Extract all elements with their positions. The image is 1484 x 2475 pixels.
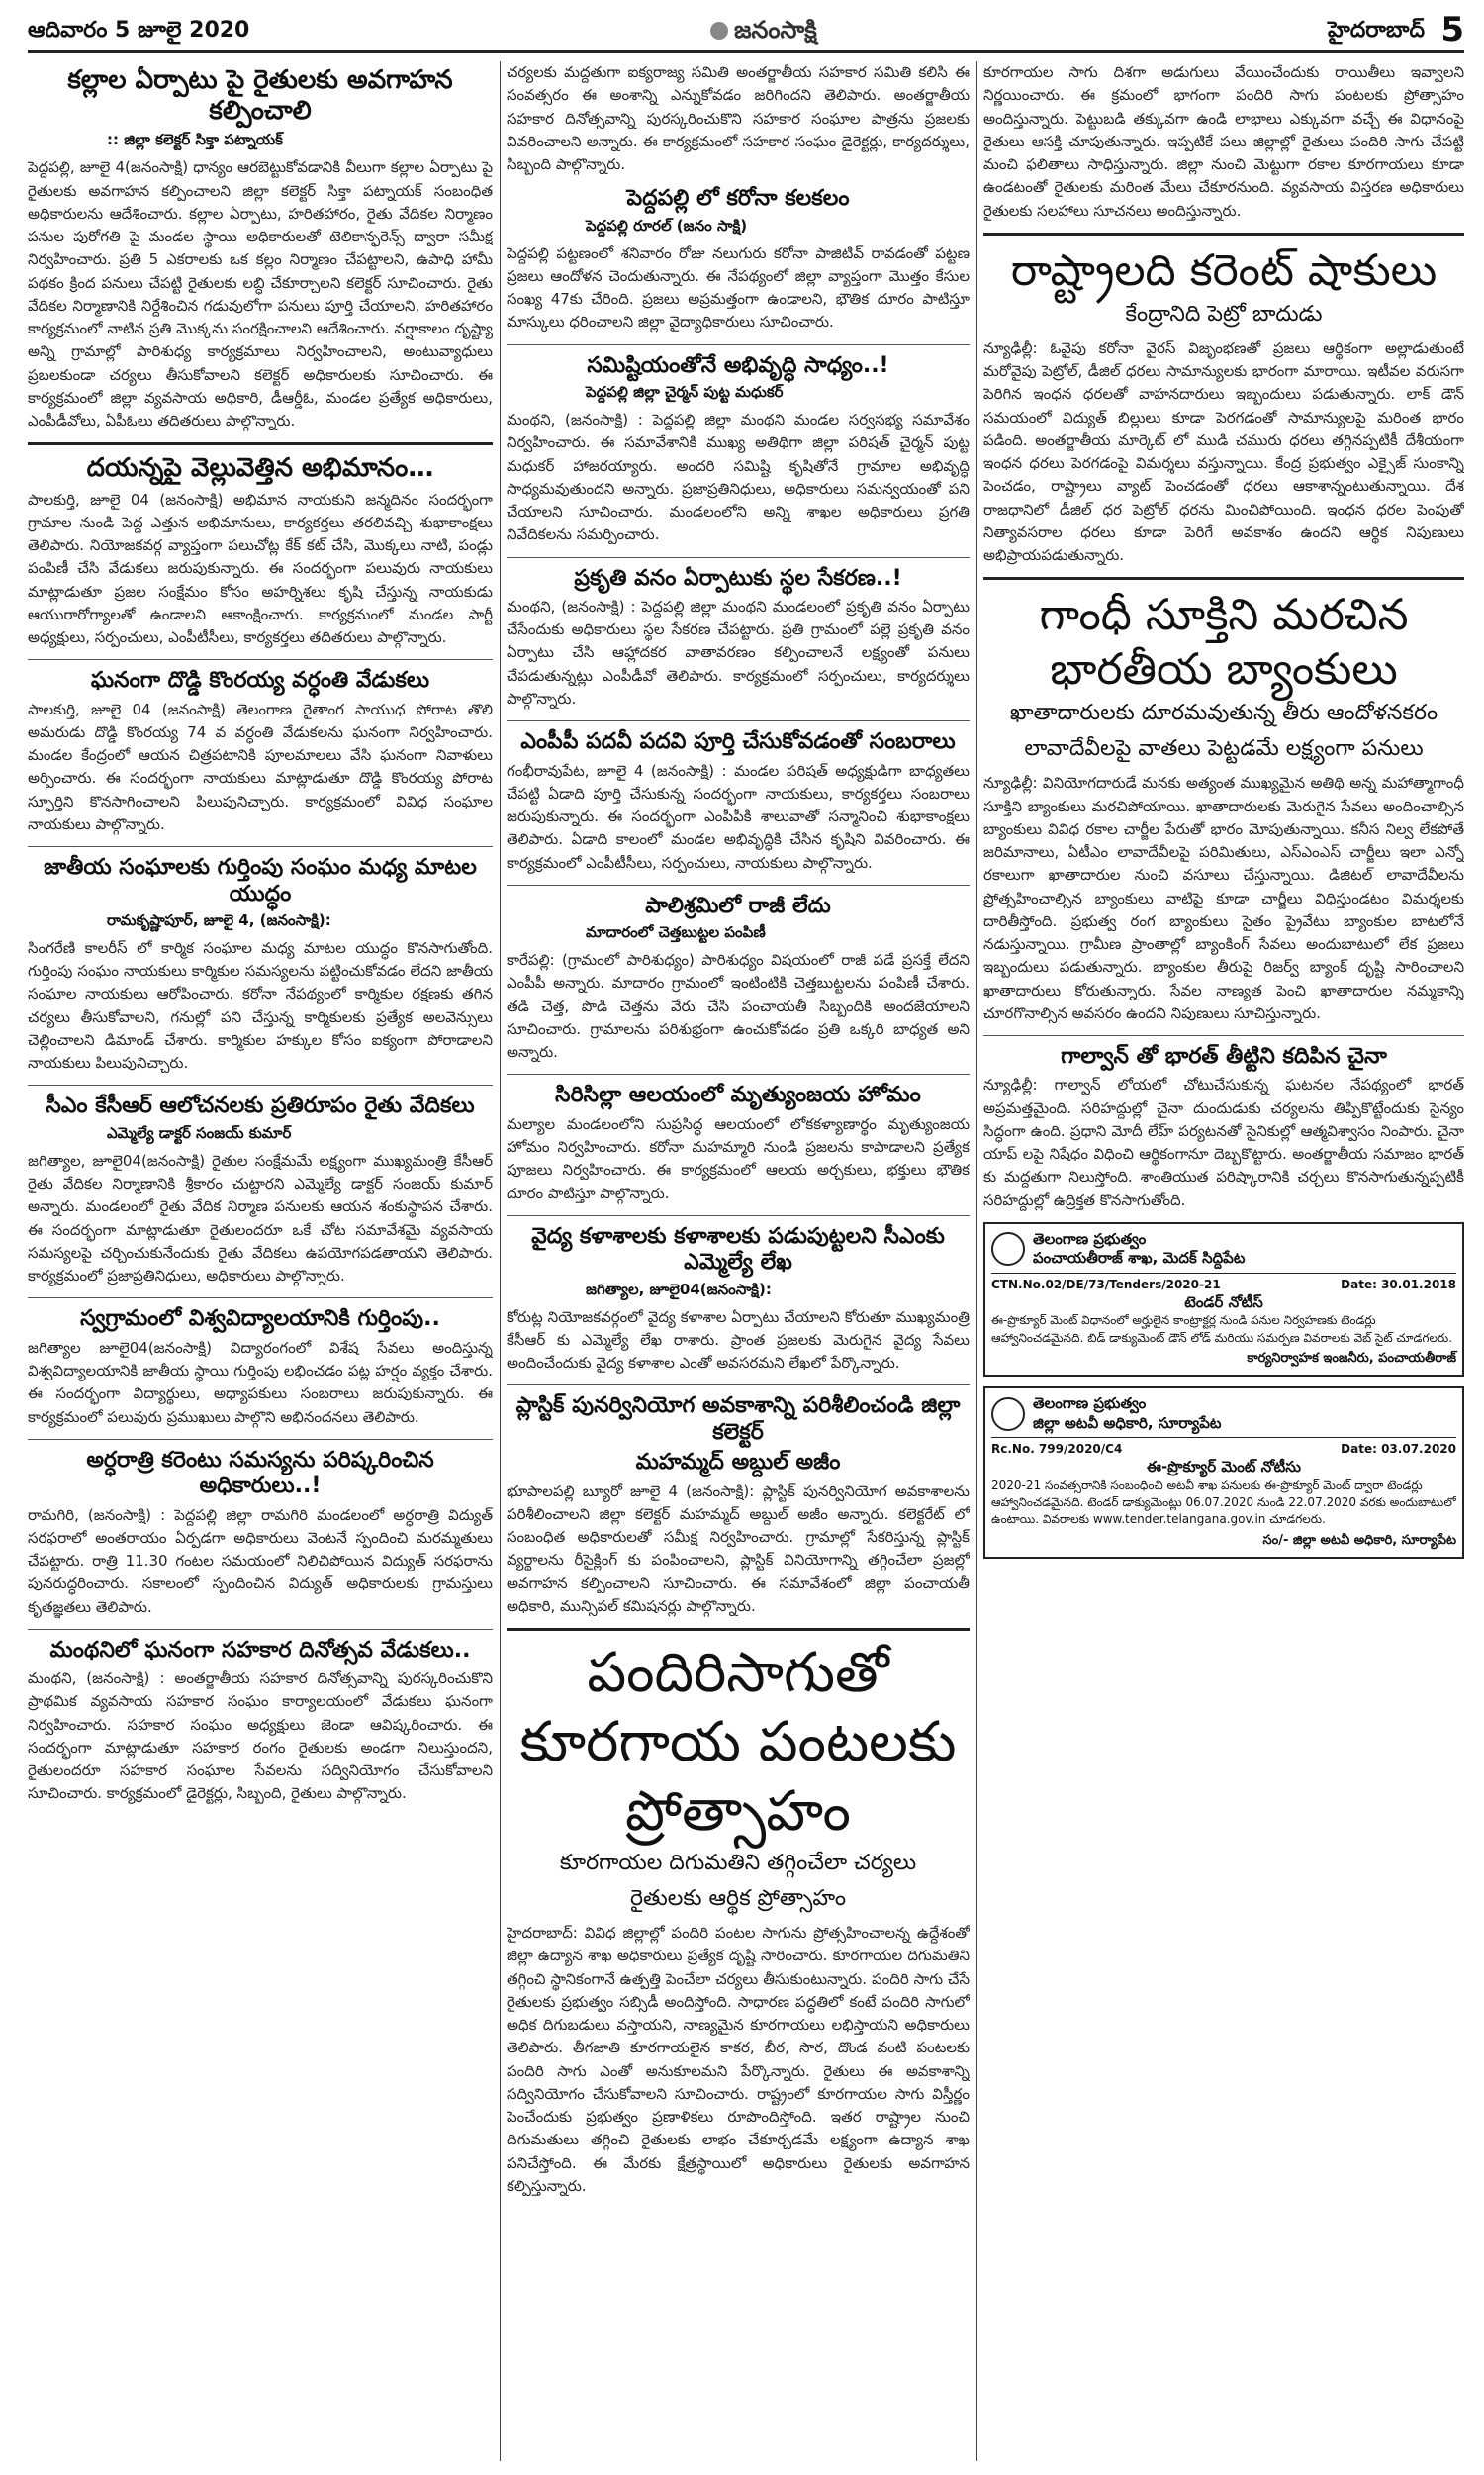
ad-signatory: సం/- జిల్లా అటవీ అధికారి, సూర్యాపేట (1262, 1532, 1456, 1548)
article (28, 1448, 493, 1619)
article-body: భూపాలపల్లి బ్యూరో జూలై 4 (జనంసాక్షి): ప్లాస్టిక్ పునర్వినియోగ అవకాశాలను పరిశీలించాలని జిల్లా కలెక్టర్ మహమ్మద్ అబ్దుల్ అజీం అన్నారు. కలెక్టరేట్ లో సంబంధిత అధికారులతో సమీక్ష నిర్వహించారు. గ్రామాల్లో సేకరిస్తున్న ప్లాస్టిక్ వ్యర్థాలను రీసైక్లింగ్ కు పంపించాలని, ప్లాస్టిక్ వినియోగాన్ని తగ్గించేలా ప్రజల్లో అవగాహన కల్పించాలని సూచించారు. ఈ సమావేశంలో జిల్లా పంచాయతీ అధికారి, మున్సిపల్ కమిషనర్లు పాల్గొన్నారు. (507, 1481, 970, 1615)
article-body: పాలకుర్తి, జూలై 04 (జనంసాక్షి) తెలంగాణ రైతాంగ సాయుధ పోరాట తొలి అమరుడు దొడ్డి కొంరయ్య 74 వ వర్ధంతి వేడుకలను ఘనంగా నిర్వహించారు. మండల కేంద్రంలో ఆయన చిత్రపటానికి పూలమాలలు వేసి ఘనంగా నివాళులు అర్పించారు. ఈ సందర్భంగా నాయకులు మాట్లాడుతూ దొడ్డి కొంరయ్య పోరాట స్ఫూర్తిని కొనసాగించాలని పిలుపునిచ్చారు. కార్యక్రమంలో వివిధ సంఘాల నాయకులు పాల్గొన్నారు. (28, 700, 493, 833)
ad-notice-title: ఈ-ప్రొక్యూర్ మెంట్ నోటీసు (1147, 1458, 1301, 1476)
masthead (28, 12, 1464, 53)
divider (507, 344, 970, 345)
edition-city: హైదరాబాద్ (1328, 18, 1425, 43)
article (983, 1044, 1464, 1212)
article (28, 65, 493, 432)
govt-advertisement (983, 1386, 1464, 1559)
divider (28, 846, 493, 847)
article (507, 353, 970, 547)
article (507, 1224, 970, 1376)
article (28, 1638, 493, 1806)
article-body: న్యూఢిల్లీ: గాల్వాన్ లోయలో చోటుచేసుకున్న ఘటనల నేపథ్యంలో భారత్ అప్రమత్తమైంది. సరిహద్దుల్లో చైనా దుందుడుకు చర్యలను తిప్పికొట్టేందుకు సైన్యం సిద్ధంగా ఉంది. ప్రధాని మోదీ లేహ్ పర్యటనతో సైనికుల్లో ఆత్మవిశ్వాసం నింపారు. చైనా యాప్ లపై నిషేధం విధించి ఆర్థికంగానూ దెబ్బకొట్టారు. అంతర్జాతీయ సమాజం భారత్ కు మద్దతుగా నిలుస్తోంది. శాంతియుత పరిష్కారానికి చర్చలు కొనసాగుతున్నప్పటికీ సరిహద్దుల్లో ఉద్రిక్తత కొనసాగుతోంది. (983, 1076, 1464, 1209)
divider (28, 1439, 493, 1440)
article (507, 729, 970, 875)
ad-header (991, 1230, 1456, 1274)
article (28, 1094, 493, 1287)
article-headline: గాల్వాన్ తో భారత్ తీట్టిని కదిపిన చైనా (1061, 1044, 1387, 1069)
article (28, 1306, 493, 1428)
article-headline: సీఎం కేసీఆర్ ఆలోచనలకు ప్రతిరూపం రైతు వేదికలు (46, 1094, 475, 1119)
column-middle (507, 61, 970, 2461)
ad-ref-row (991, 1278, 1456, 1291)
article (28, 855, 493, 1075)
divider (507, 1628, 970, 1631)
article-body: చర్యలకు మద్దతుగా ఐక్యరాజ్య సమితి అంతర్జాతీయ సహకార సమితి కలిసి ఈ సంవత్సరం ఈ అంశాన్ని ఎన్నుకోవడం జరిగిందని తెలిపారు. అంతర్జాతీయ సహకార దినోత్సవాన్ని పురస్కరించుకొని సహకార సంఘాల పాత్రను ప్రజలకు వివరించాలని అన్నారు. ఈ కార్యక్రమంలో సహకార సంఘం డైరెక్టర్లు, కార్యదర్శులు, సిబ్బంది పాల్గొన్నారు. (507, 63, 970, 173)
article-byline: రామకృష్ణాపూర్, జూలై 4, (జనంసాక్షి): (107, 910, 331, 929)
column-left (28, 61, 493, 2461)
article-subheadline: కేంద్రానిది పెట్రో బాదుడు (1125, 301, 1323, 327)
article-continued (507, 61, 970, 176)
divider (28, 1629, 493, 1630)
issue-date: ఆదివారం 5 జూలై 2020 (28, 18, 250, 43)
ad-date: Date: 30.01.2018 (1341, 1277, 1456, 1291)
article-headline: పాలిశ్రమిలో రాజీ లేదు (645, 893, 831, 918)
logo-text: జనంసాక్షి (734, 16, 817, 44)
article-body: మంథని, (జనంసాక్షి) : పెద్దపల్లి జిల్లా మంథని మండల సర్వసభ్య సమావేశం నిర్వహించారు. ఈ సమావేశానికి ముఖ్య అతిథిగా జిల్లా పరిషత్ చైర్మన్ పుట్ట మధుకర్ హాజరయ్యారు. అందరి సమిష్టి కృషితోనే గ్రామాల అభివృద్ధి సాధ్యమవుతుందని అన్నారు. ప్రజాప్రతినిధులు, అధికారులు సమన్వయంతో పని చేయాలని సూచించారు. మండలంలోని అన్ని శాఖల అధికారులు ప్రగతి నివేదికలను సమర్పించారు. (507, 411, 970, 544)
ad-header (991, 1394, 1456, 1438)
ad-department: జిల్లా అటవీ అధికారి, సూర్యాపేట (1033, 1413, 1222, 1432)
article-continued (983, 61, 1464, 223)
article-body: న్యూఢిల్లీ: వినియోగదారుడే మనకు అత్యంత ముఖ్యమైన అతిథి అన్న మహాత్మాగాంధీ సూక్తిని బ్యాంకులు మరచిపోయాయి. ఖాతాదారులకు మెరుగైన సేవలు అందించాల్సిన బ్యాంకులు వివిధ రకాల చార్జీల పేరుతో భారం మోపుతున్నాయి. కనీస నిల్వ లేకపోతే జరిమానాలు, ఏటీఎం లావాదేవీలపై పరిమితులు, ఎస్ఎంఎస్ చార్జీలు ఇలా ఎన్నో రకాలుగా ఖాతాదారుల నుంచి వసూలు చేస్తున్నాయి. డిజిటల్ లావాదేవీలను ప్రోత్సహించాల్సిన బ్యాంకులు వాటిపై కూడా చార్జీలు విధిస్తుండటం విమర్శలకు దారితీస్తోంది. ప్రభుత్వ రంగ బ్యాంకులు సైతం ప్రైవేటు బ్యాంకుల బాటలోనే నడుస్తున్నాయి. గ్రామీణ ప్రాంతాల్లో బ్యాంకింగ్ సేవలు అందుబాటులో లేక ప్రజలు ఇబ్బందులు పడుతున్నారు. బ్యాంకుల తీరుపై రిజర్వ్ బ్యాంక్ దృష్టి సారించాలని ఖాతాదారులు కోరుతున్నారు. సేవల నాణ్యత పెంచి ఖాతాదారుల నమ్మకాన్ని చూరగొనాల్సిన అవసరం ఉందని నిపుణులు సూచిస్తున్నారు. (983, 774, 1464, 1022)
article-body: జగిత్యాల, జూలై04(జనంసాక్షి) రైతుల సంక్షేమమే లక్ష్యంగా ముఖ్యమంత్రి కేసీఆర్ రైతు వేదికల నిర్మాణానికి శ్రీకారం చుట్టారని ఎమ్మెల్యే డాక్టర్ సంజయ్ కుమార్ అన్నారు. మండలంలో రైతు వేదిక నిర్మాణ పనులకు ఆయన శంకుస్థాపన చేశారు. ఈ సందర్భంగా మాట్లాడుతూ రైతులందరూ ఒకే చోట సమావేశమై వ్యవసాయ సమస్యలపై చర్చించుకునేందుకు రైతు వేదికలు ఉపయోగపడతాయని తెలిపారు. కార్యక్రమంలో ప్రజాప్రతినిధులు, అధికారులు పాల్గొన్నారు. (28, 1151, 493, 1285)
article-body: సింగరేణి కాలరీస్ లో కార్మిక సంఘాల మధ్య మాటల యుద్ధం కొనసాగుతోంది. గుర్తింపు సంఘం నాయకులు కార్మికుల సమస్యలను పట్టించుకోవడం లేదని జాతీయ సంఘాల నాయకులు ఆరోపించారు. కరోనా నేపథ్యంలో కార్మికుల రక్షణకు తగిన చర్యలు తీసుకోవాలని, గనుల్లో పని చేస్తున్న కార్మికులకు ప్రత్యేక అలవెన్సులు చెల్లించాలని డిమాండ్ చేశారు. కార్మికుల హక్కుల కోసం ఐక్యంగా పోరాడాలని నాయకులు పిలుపునిచ్చారు. (28, 938, 493, 1073)
article-headline: కల్లాల ఏర్పాటు పై రైతులకు అవగాహన కల్పించాలి (67, 65, 453, 127)
article-body: మంథని, (జనంసాక్షి) : అంతర్జాతీయ సహకార దినోత్సవాన్ని పురస్కరించుకొని ప్రాథమిక వ్యవసాయ సహకార సంఘం కార్యాలయంలో వేడుకలు ఘనంగా నిర్వహించారు. సహకార సంఘం అధ్యక్షులు జెండా ఆవిష్కరించారు. ఈ సందర్భంగా మాట్లాడుతూ సహకార రంగం రైతులకు అండగా నిలుస్తుందని, రైతులందరూ సహకార సంఘాల సేవలను సద్వినియోగం చేసుకోవాలని సూచించారు. కార్యక్రమంలో డైరెక్టర్లు, సిబ్బంది, రైతులు పాల్గొన్నారు. (28, 1669, 493, 1803)
article (507, 894, 970, 1065)
ad-reference: CTN.No.02/DE/73/Tenders/2020-21 (991, 1277, 1221, 1291)
divider (507, 885, 970, 886)
article-subheadline: కూరగాయల దిగుమతిని తగ్గించేలా చర్యలు (559, 1851, 917, 1876)
article (28, 668, 493, 836)
article-headline: జాతీయ సంఘాలకు గుర్తింపు సంఘం మధ్య మాటల యుద్ధం (44, 855, 477, 906)
column-divider (500, 61, 501, 2461)
ad-govt-name: తెలంగాణ ప్రభుత్వం (1033, 1394, 1147, 1413)
article-headline: ఘనంగా దొడ్డి కొంరయ్య వర్ధంతి వేడుకలు (90, 668, 430, 694)
article-body: కారేపల్లి: (గ్రామంలో పారిశుధ్యం) పారిశుధ్యం విషయంలో రాజీ పడే ప్రసక్తే లేదని ఎంపీపీ అన్నారు. మాదారం గ్రామంలో ఇంటింటికి చెత్తబుట్టలను పంపిణీ చేశారు. తడి చెత్త, పొడి చెత్తను వేరు చేసి పంచాయతీ సిబ్బందికి అందజేయాలని సూచించారు. గ్రామాలను పరిశుభ్రంగా ఉంచుకోవడం ప్రతి ఒక్కరి బాధ్యత అని అన్నారు. (507, 951, 970, 1062)
article-headline: వైద్య కళాశాలకు కళాశాలకు పడుపుట్టలని సీఎంకు ఎమ్మెల్యే లేఖ (531, 1223, 945, 1276)
divider (28, 1297, 493, 1298)
divider (507, 1074, 970, 1075)
lead-article (983, 243, 1464, 568)
ad-body: 2020-21 సంవత్సరానికి సంబంధించి అటవీ శాఖ పనులకు ఈ-ప్రొక్యూర్ మెంట్ ద్వారా టెండర్లు ఆహ్వానించడమైనది. టెండర్ డాక్యుమెంట్లు 06.07.2020 నుండి 22.07.2020 వరకు అందుబాటులో ఉంటాయి. వివరాలకు www.tender.telangana.gov.in చూడగలరు. (991, 1477, 1456, 1527)
article-byline: :: జిల్లా కలెక్టర్ సిక్తా పట్నాయక్ (107, 131, 283, 149)
ad-body: ఈ-ప్రొక్యూర్ మెంట్ విధానంలో అర్హులైన కాంట్రాక్టర్ల నుండి పనుల నిర్వహణకు టెండర్లు ఆహ్వానించడమైనది. బిడ్ డాక్యుమెంట్ డౌన్ లోడ్ మరియు సమర్పణ వివరాలకు వెబ్ సైట్ చూడగలరు. (991, 1313, 1453, 1345)
article (507, 1083, 970, 1204)
article (507, 566, 970, 712)
government-emblem-icon (991, 1397, 1025, 1431)
column-right (983, 61, 1464, 2461)
article-headline: అర్ధరాత్రి కరెంటు సమస్యను పరిష్కరించిన అధికారులు..! (86, 1447, 434, 1499)
article-body: కోరుట్ల నియోజకవర్గంలో వైద్య కళాశాల ఏర్పాటు చేయాలని కోరుతూ ముఖ్యమంత్రి కేసీఆర్ కు ఎమ్మెల్యే లేఖ రాశారు. ప్రాంత ప్రజలకు మెరుగైన వైద్య సేవలు అందించేందుకు వైద్య కళాశాల ఎంతో అవసరమని లేఖలో పేర్కొన్నారు. (507, 1307, 970, 1373)
divider (983, 1035, 1464, 1036)
article-body: హైదరాబాద్: వివిధ జిల్లాల్లో పందిరి పంటల సాగును ప్రోత్సహించాలన్న ఉద్దేశంతో జిల్లా ఉద్యాన శాఖ అధికారులు ప్రత్యేక దృష్టి సారించారు. కూరగాయల దిగుమతిని తగ్గించి స్థానికంగానే ఉత్పత్తి పెంచేలా చర్యలు తీసుకుంటున్నారు. పందిరి సాగు చేసే రైతులకు ప్రభుత్వం సబ్సిడీ అందిస్తోంది. సాధారణ పద్ధతిలో కంటే పందిరి సాగులో అధిక దిగుబడులు వస్తాయని, నాణ్యమైన కూరగాయలు లభిస్తాయని అధికారులు తెలిపారు. తీగజాతి కూరగాయలైన కాకర, బీర, సొర, దొండ వంటి పంటలకు పందిరి సాగు ఎంతో అనుకూలమని పేర్కొన్నారు. రైతులు ఈ అవకాశాన్ని సద్వినియోగం చేసుకోవాలని సూచించారు. రాష్ట్రంలో కూరగాయల సాగు విస్తీర్ణం పెంచేందుకు ప్రభుత్వం ప్రణాళికలు రూపొందిస్తోంది. ఇతర రాష్ట్రాల నుంచి దిగుమతులు తగ్గించి రైతులకు లాభం చేకూర్చడమే లక్ష్యంగా ఉద్యాన శాఖ పనిచేస్తోంది. ఈ మేరకు క్షేత్రస్థాయిలో అధికారులు రైతులకు అవగాహన కల్పిస్తున్నారు. (507, 1924, 970, 2195)
divider (507, 720, 970, 721)
article-body: జగిత్యాల జూలై04(జనంసాక్షి) విద్యారంగంలో విశేష సేవలు అందిస్తున్న విశ్వవిద్యాలయానికి జాతీయ స్థాయి గుర్తింపు లభించడం పట్ల హర్షం వ్యక్తం చేశారు. ఈ సందర్భంగా విద్యార్థులు, అధ్యాపకులు సంబరాలు జరుపుకున్నారు. ఈ కార్యక్రమంలో పలువురు ప్రముఖులు పాల్గొని అభినందనలు తెలిపారు. (28, 1338, 493, 1426)
article-body: గంభీరావుపేట, జూలై 4 (జనంసాక్షి) : మండల పరిషత్ అధ్యక్షుడిగా బాధ్యతలు చేపట్టి ఏడాది పూర్తి చేసుకున్న సందర్భంగా నాయకులు, కార్యకర్తలు సంబరాలు జరుపుకున్నారు. ఈ సందర్భంగా ఎంపీపీకి శాలువాతో సన్మానించి శుభాకాంక్షలు తెలిపారు. ఏడాది కాలంలో మండల అభివృద్ధికి చేసిన కృషిని వివరించారు. ఈ కార్యక్రమంలో ఎంపీటీసీలు, సర్పంచులు, నాయకులు పాల్గొన్నారు. (507, 761, 970, 872)
article-headline: సమిష్టియంతోనే అభివృద్ధి సాధ్యం..! (587, 352, 889, 378)
article-body: పెద్దపల్లి పట్టణంలో శనివారం రోజు నలుగురు కరోనా పాజిటివ్ రావడంతో పట్టణ ప్రజలు ఆందోళన చెందుతున్నారు. ఈ నేపథ్యంలో జిల్లా వ్యాప్తంగా మొత్తం కేసుల సంఖ్య 47కు చేరింది. ప్రజలు అప్రమత్తంగా ఉండాలని, భౌతిక దూరం పాటిస్తూ మాస్కులు ధరించాలని జిల్లా వైద్యాధికారులు సూచించారు. (507, 243, 970, 332)
article-headline: ప్రకృతి వనం ఏర్పాటుకు స్థల సేకరణ..! (574, 565, 902, 591)
ad-notice-title: టెండర్ నోటీస్ (1184, 1292, 1263, 1311)
ad-ref-row (991, 1442, 1456, 1456)
divider (507, 1215, 970, 1216)
article-body: రామగిరి, (జనంసాక్షి) : పెద్దపల్లి జిల్లా రామగిరి మండలంలో అర్ధరాత్రి విద్యుత్ సరఫరాలో అంతరాయం ఏర్పడగా అధికారులు వెంటనే స్పందించి మరమ్మతులు చేపట్టారు. రాత్రి 11.30 గంటల సమయంలో నిలిచిపోయిన విద్యుత్ సరఫరాను పునరుద్ధరించారు. సకాలంలో స్పందించిన విద్యుత్ అధికారులకు గ్రామస్తులు కృతజ్ఞతలు తెలిపారు. (28, 1505, 493, 1616)
article-headline: పెద్దపల్లి లో కరోనా కలకలం (626, 186, 850, 212)
article-body: మల్యాల మండలంలోని సుప్రసిద్ధ ఆలయంలో లోకకళ్యాణార్థం మృత్యుంజయ హోమం నిర్వహించారు. కరోనా మహమ్మారి నుండి ప్రజలను కాపాడాలని ప్రత్యేక పూజలు నిర్వహించారు. ఈ కార్యక్రమంలో ఆలయ అర్చకులు, భక్తులు భౌతిక దూరం పాటిస్తూ పాల్గొన్నారు. (507, 1114, 970, 1202)
column-divider (976, 61, 977, 2461)
lead-article (507, 1639, 970, 2198)
article-body: పెద్దపల్లి, జూలై 4(జనంసాక్షి) ధాన్యం ఆరబెట్టుకోవడానికి వీలుగా కల్లాల ఏర్పాటు పై రైతులకు అవగాహన కల్పించాలని జిల్లా కలెక్టర్ సిక్తా పట్నాయక్ సంబంధిత అధికారులను ఆదేశించారు. కల్లాల ఏర్పాటు, హరితహారం, రైతు వేదికల నిర్మాణం పనుల పురోగతి పై మండల స్థాయి అధికారులతో టెలికాన్ఫరెన్స్ ద్వారా సమీక్ష నిర్వహించారు. ప్రతి 5 ఎకరాలకు ఒక కల్లం నిర్మాణం చేపట్టాలని, ఉపాధి హామీ పథకం క్రింద పనులు చేపట్టి రైతులకు లబ్ధి చేకూర్చాలని కలెక్టర్ సూచించారు. రైతు వేదికల నిర్మాణానికి నిర్దేశించిన గడువులోగా పనులు పూర్తి చేయాలని, హరితహారం కార్యక్రమంలో నాటిన ప్రతి మొక్కను సంరక్షించాలని ఆదేశించారు. వర్షాకాలం దృష్ట్యా అన్ని గ్రామాల్లో పారిశుధ్య కార్యక్రమాలు నిర్వహించాలని, అంటువ్యాధులు ప్రబలకుండా చర్యలు తీసుకోవాలని కలెక్టర్ అధికారులకు సూచించారు. ఈ కార్యక్రమంలో జిల్లా వ్యవసాయ అధికారి, డీఆర్డీఓ, మండల ప్రత్యేక అధికారులు, ఎంపీడీవోలు, ఏపీఓలు తదితరులు పాల్గొన్నారు. (28, 158, 493, 430)
divider (28, 659, 493, 660)
article-headline: సిరిసిల్లా ఆలయంలో మృత్యుంజయ హోమం (555, 1083, 921, 1108)
article-byline: పెద్దపల్లి జిల్లా చైర్మన్ పుట్ట మధుకర్ (586, 383, 784, 402)
newspaper-logo (710, 16, 817, 49)
article-byline: జగిత్యాల, జూలై04(జనంసాక్షి): (586, 1280, 772, 1298)
divider (983, 233, 1464, 236)
article-byline: ఎమ్మెల్యే డాక్టర్ సంజయ్ కుమార్ (107, 1123, 292, 1142)
divider (28, 442, 493, 445)
article (507, 186, 970, 333)
divider (28, 1085, 493, 1086)
article-body: పాలకుర్తి, జూలై 04 (జనంసాక్షి) అభిమాన నాయకుని జన్మదినం సందర్భంగా గ్రామాల నుండి పెద్ద ఎత్తున అభిమానులు, కార్యకర్తలు తరలివచ్చి శుభాకాంక్షలు తెలిపారు. నియోజకవర్గ వ్యాప్తంగా పలుచోట్ల కేక్ కట్ చేసి, మొక్కలు నాటి, పండ్లు పంపిణీ చేసి వేడుకలు జరుపుకున్నారు. ఈ సందర్భంగా పలువురు నాయకులు మాట్లాడుతూ ప్రజల సంక్షేమం కోసం అహర్నిశలు కృషి చేస్తున్న నాయకుడు ఆయురారోగ్యాలతో ఉండాలని ఆకాంక్షించారు. కార్యక్రమంలో మండల పార్టీ అధ్యక్షులు, సర్పంచులు, ఎంపీటీసీలు, కార్యకర్తలు తదితరులు పాల్గొన్నారు. (28, 490, 493, 647)
divider (507, 1384, 970, 1385)
logo-emblem-icon (710, 22, 728, 40)
government-emblem-icon (991, 1232, 1025, 1266)
page-number: 5 (1440, 10, 1464, 49)
article-headline: దయన్నపై వెల్లువెత్తిన అభిమానం… (86, 453, 434, 484)
article-headline: ప్లాస్టిక్ పునర్వినియోగ అవకాశాన్ని పరిశీలించండి జిల్లా కలెక్టర్ (515, 1393, 961, 1445)
article-subheadline: మహమ్మద్ అబ్దుల్ అజీం (635, 1450, 841, 1475)
article-headline: పందిరిసాగుతో కూరగాయ పంటలకు ప్రోత్సాహం (519, 1641, 957, 1845)
ad-signatory: కార్యనిర్వాహక ఇంజనీరు, పంచాయతీరాజ్ (1247, 1351, 1456, 1367)
article-headline: గాంధీ సూక్తిని మరచిన భారతీయ బ్యాంకులు (1039, 590, 1409, 696)
article-headline: రాష్ట్రాలది కరెంట్ షాకులు (1010, 244, 1438, 296)
lead-article (983, 588, 1464, 1025)
article-body: కూరగాయల సాగు దిశగా అడుగులు వేయించేందుకు రాయితీలు ఇవ్వాలని నిర్ణయించారు. ఈ క్రమంలో భాగంగా పందిరి సాగు పంటలకు ప్రోత్సాహం అందిస్తున్నారు. పెట్టుబడి తక్కువగా ఉండి లాభాలు ఎక్కువగా వచ్చే ఈ విధానంపై రైతులు ఆసక్తి చూపుతున్నారు. ఇప్పటికే పలు జిల్లాల్లో రైతులు పందిరి సాగు చేపట్టి మంచి ఫలితాలు సాధిస్తున్నారు. జిల్లా నుంచి మెట్టుగా రకాల కూరగాయలు కూడా ఉండటంతో రైతులకు మరింత మేలు చేకూరనుంది. వ్యవసాయ విస్తరణ అధికారులు రైతులకు సలహాలు సూచనలు అందిస్తున్నారు. (983, 63, 1464, 220)
article-subheadline: ఖాతాదారులకు దూరమవుతున్న తీరు ఆందోళనకరం (1009, 701, 1438, 726)
article (507, 1393, 970, 1618)
ad-govt-name: తెలంగాణ ప్రభుత్వం (1033, 1229, 1147, 1248)
article (28, 453, 493, 649)
article-headline: ఎంపీపీ పదవీ పదవి పూర్తి చేసుకోవడంతో సంబరాలు (520, 729, 956, 755)
ad-reference: Rc.No. 799/2020/C4 (991, 1442, 1123, 1457)
article-body: న్యూఢిల్లీ: ఓవైపు కరోనా వైరస్ విజృంభణతో ప్రజలు ఆర్థికంగా అల్లాడుతుంటే మరోవైపు పెట్రోల్, డీజిల్ ధరలు సామాన్యులకు భారంగా మారాయి. ఇటీవల వరుసగా పెరిగిన ఇంధన ధరలతో వాహనదారులు ఇబ్బందులు పడుతున్నారు. లాక్ డౌన్ సమయంలో విద్యుత్ బిల్లులు కూడా పెరగడంతో సామాన్యులపై మరింత భారం పడింది. అంతర్జాతీయ మార్కెట్ లో ముడి చమురు ధరలు తగ్గినప్పటికీ దేశీయంగా ఇంధన ధరలు పెరగడంపై విమర్శలు వస్తున్నాయి. కేంద్ర ప్రభుత్వం ఎక్సైజ్ సుంకాన్ని పెంచడం, రాష్ట్రాలు వ్యాట్ పెంచడంతో ధరలు ఆకాశాన్నంటుతున్నాయి. దేశ రాజధానిలో డీజిల్ ధర పెట్రోల్ ధరను మించిపోయింది. ఇంధన ధరల పెంపుతో నిత్యావసరాల ధరలు కూడా పెరిగే అవకాశం ఉందని ఆర్థిక నిపుణులు అభిప్రాయపడుతున్నారు. (983, 338, 1464, 564)
article-byline: పెద్దపల్లి రూరల్ (జనం సాక్షి) (586, 216, 748, 235)
ad-department: పంచాయతీరాజ్ శాఖ, మెదక్ సిద్దిపేట (1033, 1249, 1246, 1268)
govt-advertisement (983, 1222, 1464, 1377)
divider (983, 577, 1464, 580)
article-subheadline: రైతులకు ఆర్థిక ప్రోత్సాహం (630, 1886, 846, 1912)
divider (507, 557, 970, 558)
article-byline: మాదారంలో చెత్తబుట్టల పంపిణీ (586, 923, 766, 942)
article-body: మంథని, (జనంసాక్షి) : పెద్దపల్లి జిల్లా మంథని మండలంలో ప్రకృతి వనం ఏర్పాటు చేసేందుకు అధికారులు స్థల సేకరణ చేపట్టారు. ప్రతి గ్రామంలో పల్లె ప్రకృతి వనం ఏర్పాటు చేసి ఆహ్లాదకర వాతావరణం కల్పించాలనే లక్ష్యంతో పనులు చేపడుతున్నట్లు ఎంపీడీవో తెలిపారు. కార్యక్రమంలో సర్పంచులు, కార్యదర్శులు పాల్గొన్నారు. (507, 597, 970, 708)
ad-date: Date: 03.07.2020 (1341, 1442, 1456, 1457)
article-headline: స్వగ్రామంలో విశ్వవిద్యాలయానికి గుర్తింపు.. (80, 1306, 440, 1332)
article-headline: మంథనిలో ఘనంగా సహకార దినోత్సవ వేడుకలు.. (49, 1637, 471, 1663)
article-subheadline: లావాదేవీలపై వాతలు పెట్టడమే లక్ష్యంగా పనులు (1024, 736, 1424, 762)
